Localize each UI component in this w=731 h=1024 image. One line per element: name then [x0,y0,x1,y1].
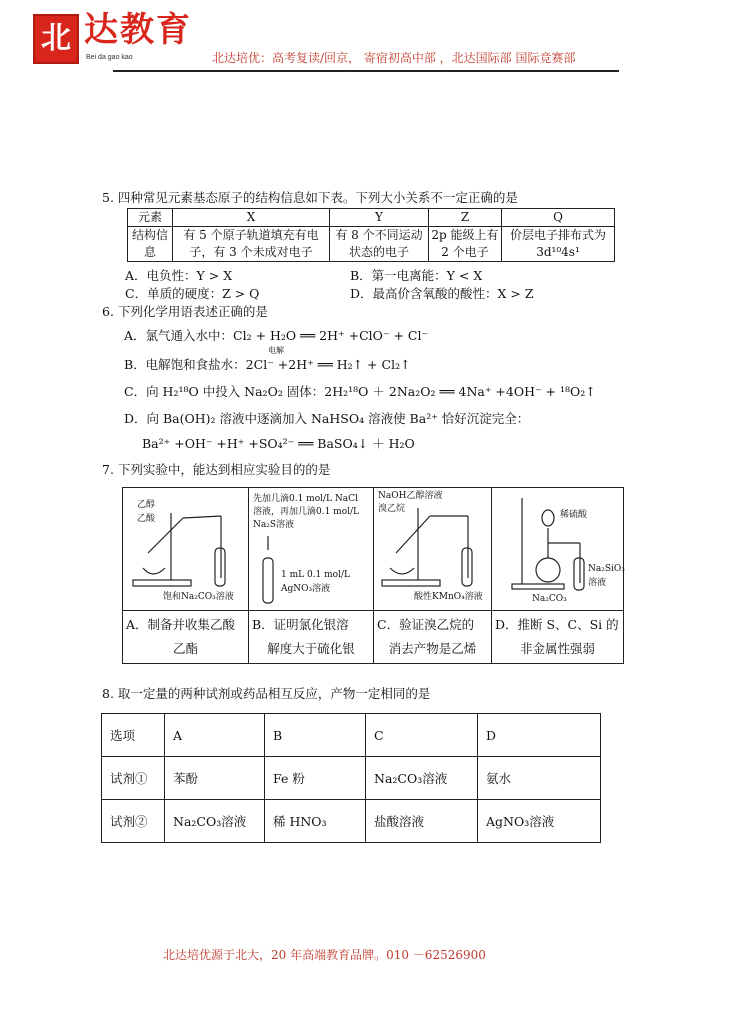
label-acetic-acid: 乙酸 [137,514,156,524]
label-bromoethane: 溴乙烷 [378,504,406,514]
cell: 有 8 个不同运动状态的电子 [330,227,429,262]
q7-stem: 7. 下列实验中，能达到相应实验目的的是 [102,462,331,477]
caption-line: 解度大于硫化银 [267,641,355,656]
q6-option-d-equation: Ba²⁺ +OH⁻ +H⁺ +SO₄²⁻ ══ BaSO₄↓ ＋ H₂O [142,436,415,451]
logo-pinyin: Bei da gao kao [86,54,133,61]
label-b2: 溶液，再加几滴0.1 mol/L [253,507,360,517]
caption-line: B．证明氯化银溶 [252,617,349,632]
q5-option-d: D．最高价含氧酸的酸性：X > Z [350,286,534,301]
cell: C [366,714,478,757]
label-b1: 先加几滴0.1 mol/L NaCl [253,494,358,504]
q8-stem: 8. 取一定量的两种试剂或药品相互反应，产物一定相同的是 [102,686,431,701]
caption-d [492,610,623,663]
apparatus-d [492,488,623,610]
label-naoh: NaOH乙醇溶液 [378,491,443,501]
label-b4: 1 mL 0.1 mol/L [281,570,350,580]
th: Q [502,209,615,227]
cell: D [478,714,601,757]
q6-option-b: B．电解饱和食盐水：2Cl⁻ +2H⁺ ══ H₂↑ + Cl₂↑ [124,357,411,372]
q6-option-a: A．氯气通入水中：Cl₂ + H₂O ══ 2H⁺ +ClO⁻ + Cl⁻ [124,328,429,343]
cell: Na₂CO₃溶液 [165,800,265,843]
label-na2co3: 饱和Na₂CO₃溶液 [163,592,234,602]
q6-option-d: D．向 Ba(OH)₂ 溶液中逐滴加入 NaHSO₄ 溶液使 Ba²⁺ 恰好沉淀完全： [124,411,530,426]
cell: Fe 粉 [265,757,366,800]
q6-option-c: C．向 H₂¹⁸O 中投入 Na₂O₂ 固体：2H₂¹⁸O ＋ 2Na₂O₂ ══ 4Na⁺ +4OH⁻ + ¹⁸O₂↑ [124,384,596,399]
caption-line: 消去产物是乙烯 [388,641,477,656]
q5-table [127,208,615,262]
cell: AgNO₃溶液 [478,800,601,843]
label-solution: 溶液 [588,578,607,588]
label-na2sio3: Na₂SiO₃ [588,564,625,574]
caption-b [249,610,374,663]
header-divider [113,70,619,72]
cell: B [265,714,366,757]
label-sulfuric-acid: 稀硫酸 [560,510,588,520]
apparatus-d-drawing [492,488,623,610]
q5-option-b: B．第一电离能：Y < X [350,268,483,283]
label-kmno4: 酸性KMnO₄溶液 [414,592,483,602]
caption-a [123,610,249,663]
q6-stem: 6. 下列化学用语表述正确的是 [102,304,268,319]
cell: 有 5 个原子轨道填充有电子，有 3 个未成对电子 [173,227,330,262]
caption-line: C．验证溴乙烷的 [377,617,475,632]
cell: 稀 HNO₃ [265,800,366,843]
th: Y [330,209,429,227]
th: X [173,209,330,227]
q5-option-c: C．单质的硬度：Z > Q [125,286,260,301]
cell: 2p 能级上有 2 个电子 [429,227,502,262]
cell: A [165,714,265,757]
logo-mark: 北 [33,14,79,64]
q8-table [101,713,601,843]
label-b5: AgNO₃溶液 [281,584,331,594]
q5-stem: 5. 四种常见元素基态原子的结构信息如下表。下列大小关系不一定正确的是 [102,190,518,205]
header-slogan: 北达培优：高考复读/回京， 寄宿初高中部 ，北达国际部 国际竞赛部 [212,51,576,65]
cell: 盐酸溶液 [366,800,478,843]
cell: 氨水 [478,757,601,800]
apparatus-c [374,488,492,610]
apparatus-a [123,488,249,610]
caption-line: A．制备并收集乙酸 [126,617,236,632]
q5-option-a: A．电负性：Y > X [125,268,233,283]
q7-experiment-grid [122,487,624,664]
cell: 价层电子排布式为 3d¹⁰4s¹ [502,227,615,262]
logo-text: 达教育 [84,10,192,50]
caption-line: 乙酯 [172,641,198,656]
caption-c [374,610,492,663]
th: 元素 [128,209,173,227]
cell: 试剂① [102,757,165,800]
label-b3: Na₂S溶液 [253,520,295,530]
label-na2co3-d: Na₂CO₃ [532,594,567,604]
cell: 苯酚 [165,757,265,800]
footer-text: 北达培优源于北大，20 年高端教育品牌。010 －62526900 [163,948,486,962]
electrolysis-label: 电解 [268,346,284,355]
apparatus-b [249,488,374,610]
th: Z [429,209,502,227]
cell: 试剂② [102,800,165,843]
cell: Na₂CO₃溶液 [366,757,478,800]
caption-line: D．推断 S、C、Si 的 [495,617,619,632]
caption-line: 非金属性强弱 [519,641,595,656]
row-label: 结构信息 [128,227,173,262]
cell: 选项 [102,714,165,757]
label-ethanol: 乙醇 [137,500,156,510]
